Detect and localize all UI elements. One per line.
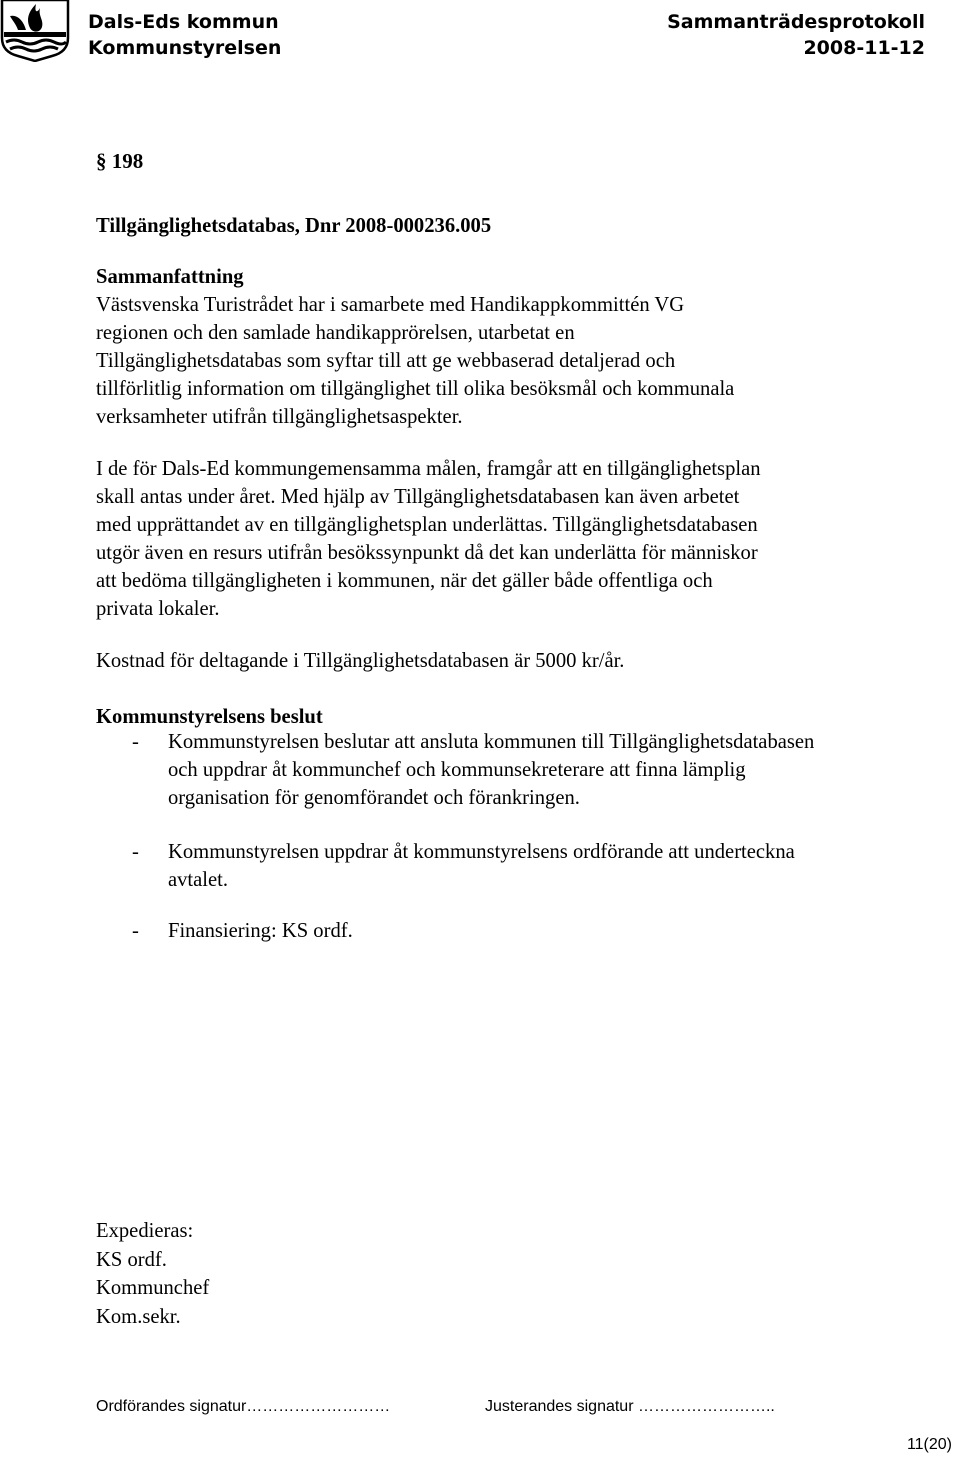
chair-signature-line: Ordförandes signatur……………………… xyxy=(96,1398,391,1415)
header-org: Dals-Eds kommun xyxy=(88,11,279,33)
page-number: 11(20) xyxy=(906,1436,952,1453)
header-right xyxy=(667,9,925,61)
list-dash: - xyxy=(132,841,139,863)
text-line: Finansiering: KS ordf. xyxy=(168,920,353,942)
text-line: Tillgänglighetsdatabas som syftar till att ge webbaserad detaljerad och xyxy=(96,350,676,372)
text-line: tillförlitlig information om tillgänglighet till olika besöksmål och kommunala xyxy=(96,378,735,400)
cost-statement: Kostnad för deltagande i Tillgänglighetsdatabasen är 5000 kr/år. xyxy=(96,650,625,672)
decision-item-text xyxy=(168,728,814,812)
header-doc-type: Sammanträdesprotokoll xyxy=(667,11,925,33)
list-dash: - xyxy=(132,920,139,942)
distribution-recipient: KS ordf. xyxy=(96,1248,167,1271)
text-line: organisation för genomförandet och förankringen. xyxy=(168,787,580,809)
distribution-recipient: Kom.sekr. xyxy=(96,1305,181,1328)
distribution-heading: Expedieras: xyxy=(96,1220,194,1242)
summary-paragraph-2 xyxy=(96,455,896,623)
decision-item-text xyxy=(168,917,353,945)
text-line: privata lokaler. xyxy=(96,598,220,620)
header-left xyxy=(88,9,281,61)
header-body: Kommunstyrelsen xyxy=(88,37,282,59)
text-line: Kommunstyrelsen uppdrar åt kommunstyrelsens ordförande att underteckna xyxy=(168,841,795,863)
decision-heading: Kommunstyrelsens beslut xyxy=(96,706,323,728)
distribution-list xyxy=(96,1217,209,1331)
text-line: och uppdrar åt kommunchef och kommunsekreterare att finna lämplig xyxy=(168,759,746,781)
section-number: § 198 xyxy=(96,149,144,173)
list-dash: - xyxy=(132,731,139,753)
text-line: Kommunstyrelsen beslutar att ansluta kommunen till Tillgänglighetsdatabasen xyxy=(168,731,815,753)
text-line: utgör även en resurs utifrån besökssynpunkt då det kan underlätta för människor xyxy=(96,542,758,564)
text-line: med upprättandet av en tillgänglighetsplan underlättas. Tillgänglighetsdatabasen xyxy=(96,514,758,536)
text-line: verksamheter utifrån tillgänglighetsaspekter. xyxy=(96,406,463,428)
summary-paragraph-1 xyxy=(96,291,896,431)
agenda-title: Tillgänglighetsdatabas, Dnr 2008-000236.005 xyxy=(96,215,492,237)
decision-item-text xyxy=(168,838,795,894)
text-line: skall antas under året. Med hjälp av Tillgänglighetsdatabasen kan även arbetet xyxy=(96,486,740,508)
text-line: att bedöma tillgängligheten i kommunen, när det gäller både offentliga och xyxy=(96,570,713,592)
header-date: 2008-11-12 xyxy=(803,37,925,59)
distribution-recipient: Kommunchef xyxy=(96,1277,210,1299)
text-line: I de för Dals-Ed kommungemensamma målen, framgår att en tillgänglighetsplan xyxy=(96,458,761,480)
municipality-logo xyxy=(0,0,70,62)
summary-heading: Sammanfattning xyxy=(96,266,244,288)
text-line: avtalet. xyxy=(168,869,229,891)
text-line: regionen och den samlade handikapprörelsen, utarbetat en xyxy=(96,322,575,344)
adjuster-signature-line: Justerandes signatur …………………….. xyxy=(485,1398,775,1415)
text-line: Västsvenska Turistrådet har i samarbete med Handikappkommittén VG xyxy=(96,294,685,316)
